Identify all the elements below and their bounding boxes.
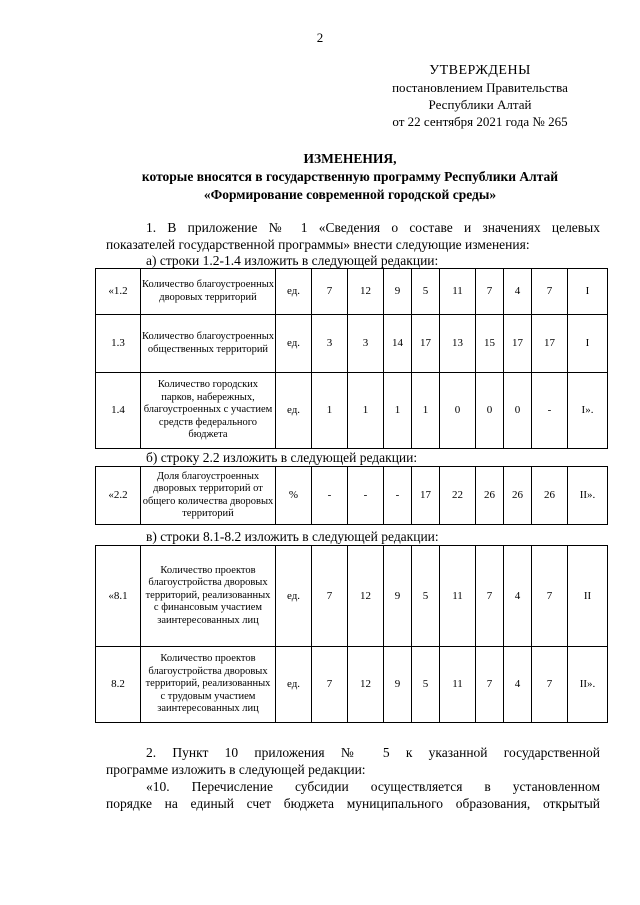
value-cell: 5 <box>412 269 440 315</box>
subitem-a: а) строки 1.2-1.4 изложить в следующей редакции: <box>146 253 439 268</box>
value-cell: 22 <box>440 467 476 525</box>
indicator-cell: Количество благоустроенных дворовых территорий <box>141 269 276 315</box>
title-line-1: ИЗМЕНЕНИЯ, <box>303 151 397 166</box>
approval-block <box>360 62 600 130</box>
paragraph-3-line-2: порядке на единый счет бюджета муниципального образования, открытый <box>106 796 600 811</box>
table-row <box>96 315 608 373</box>
value-cell: 7 <box>532 647 568 723</box>
table-a-body <box>96 269 608 449</box>
value-cell: 17 <box>412 315 440 373</box>
value-cell: 5 <box>412 546 440 647</box>
row-number-cell: 1.3 <box>96 315 141 373</box>
table-b-body <box>96 467 608 525</box>
paragraph-1 <box>106 219 600 253</box>
value-cell: 0 <box>440 373 476 449</box>
value-cell: 7 <box>312 546 348 647</box>
table-c-body <box>96 546 608 723</box>
value-cell: 26 <box>532 467 568 525</box>
value-cell: 26 <box>504 467 532 525</box>
value-cell: II <box>568 546 608 647</box>
value-cell: - <box>312 467 348 525</box>
page-number: 2 <box>316 30 324 45</box>
paragraph-1-line-1: 1. В приложение № 1 «Сведения о составе и значениях целевых <box>146 220 600 235</box>
value-cell: 3 <box>312 315 348 373</box>
unit-cell: ед. <box>276 315 312 373</box>
paragraph-3-line-1: «10. Перечисление субсидии осуществляется в установленном <box>146 779 600 794</box>
indicator-cell: Количество благоустроенных общественных территорий <box>141 315 276 373</box>
value-cell: 14 <box>384 315 412 373</box>
value-cell: 7 <box>476 546 504 647</box>
value-cell: - <box>532 373 568 449</box>
approval-line-3: от 22 сентября 2021 года № 265 <box>392 114 568 129</box>
row-number-cell: «2.2 <box>96 467 141 525</box>
indicator-cell: Количество проектов благоустройства дворовых территорий, реализованных с трудовым участием заинтересованных лиц <box>141 647 276 723</box>
table-a <box>95 268 608 449</box>
title-line-3: «Формирование современной городской среды» <box>203 187 497 202</box>
title-line-2: которые вносятся в государственную программу Республики Алтай <box>141 169 559 184</box>
value-cell: I <box>568 269 608 315</box>
value-cell: 15 <box>476 315 504 373</box>
row-number-cell: «1.2 <box>96 269 141 315</box>
value-cell: 11 <box>440 546 476 647</box>
value-cell: 9 <box>384 269 412 315</box>
value-cell: 7 <box>532 269 568 315</box>
value-cell: 7 <box>312 647 348 723</box>
document-title <box>100 150 600 204</box>
value-cell: 17 <box>412 467 440 525</box>
unit-cell: ед. <box>276 546 312 647</box>
value-cell: I <box>568 315 608 373</box>
value-cell: - <box>384 467 412 525</box>
indicator-cell: Доля благоустроенных дворовых территорий от общего количества дворовых территорий <box>141 467 276 525</box>
paragraph-1-line-2: показателей государственной программы» внести следующие изменения: <box>106 237 530 252</box>
unit-cell: ед. <box>276 647 312 723</box>
value-cell: I». <box>568 373 608 449</box>
value-cell: 5 <box>412 647 440 723</box>
value-cell: 13 <box>440 315 476 373</box>
paragraph-3 <box>106 778 600 812</box>
table-row <box>96 546 608 647</box>
paragraph-2 <box>106 744 600 778</box>
value-cell: 9 <box>384 546 412 647</box>
table-row <box>96 467 608 525</box>
value-cell: 7 <box>312 269 348 315</box>
table-row <box>96 647 608 723</box>
value-cell: 1 <box>384 373 412 449</box>
value-cell: 1 <box>312 373 348 449</box>
subitem-c: в) строки 8.1-8.2 изложить в следующей редакции: <box>146 529 439 544</box>
value-cell: II». <box>568 467 608 525</box>
value-cell: 17 <box>504 315 532 373</box>
table-c <box>95 545 608 723</box>
value-cell: 3 <box>348 315 384 373</box>
value-cell: 4 <box>504 269 532 315</box>
value-cell: 7 <box>532 546 568 647</box>
value-cell: 26 <box>476 467 504 525</box>
indicator-cell: Количество городских парков, набережных, благоустроенных с участием средств федерального бюджета <box>141 373 276 449</box>
value-cell: 11 <box>440 647 476 723</box>
value-cell: 0 <box>504 373 532 449</box>
value-cell: 12 <box>348 546 384 647</box>
value-cell: 4 <box>504 647 532 723</box>
paragraph-2-line-2: программе изложить в следующей редакции: <box>106 762 366 777</box>
value-cell: 1 <box>348 373 384 449</box>
unit-cell: ед. <box>276 269 312 315</box>
paragraph-2-line-1: 2. Пункт 10 приложения № 5 к указанной государственной <box>146 745 600 760</box>
value-cell: 11 <box>440 269 476 315</box>
value-cell: 0 <box>476 373 504 449</box>
table-b <box>95 466 608 525</box>
approval-head: УТВЕРЖДЕНЫ <box>429 63 531 78</box>
value-cell: 7 <box>476 647 504 723</box>
subitem-b: б) строку 2.2 изложить в следующей редакции: <box>146 450 418 465</box>
row-number-cell: «8.1 <box>96 546 141 647</box>
row-number-cell: 1.4 <box>96 373 141 449</box>
table-row <box>96 269 608 315</box>
unit-cell: % <box>276 467 312 525</box>
table-row <box>96 373 608 449</box>
value-cell: 17 <box>532 315 568 373</box>
approval-line-1: постановлением Правительства <box>392 80 568 95</box>
approval-line-2: Республики Алтай <box>428 97 532 112</box>
value-cell: 4 <box>504 546 532 647</box>
value-cell: II». <box>568 647 608 723</box>
unit-cell: ед. <box>276 373 312 449</box>
indicator-cell: Количество проектов благоустройства дворовых территорий, реализованных с финансовым участием заинтересованных лиц <box>141 546 276 647</box>
value-cell: - <box>348 467 384 525</box>
value-cell: 7 <box>476 269 504 315</box>
value-cell: 9 <box>384 647 412 723</box>
value-cell: 1 <box>412 373 440 449</box>
row-number-cell: 8.2 <box>96 647 141 723</box>
value-cell: 12 <box>348 647 384 723</box>
value-cell: 12 <box>348 269 384 315</box>
